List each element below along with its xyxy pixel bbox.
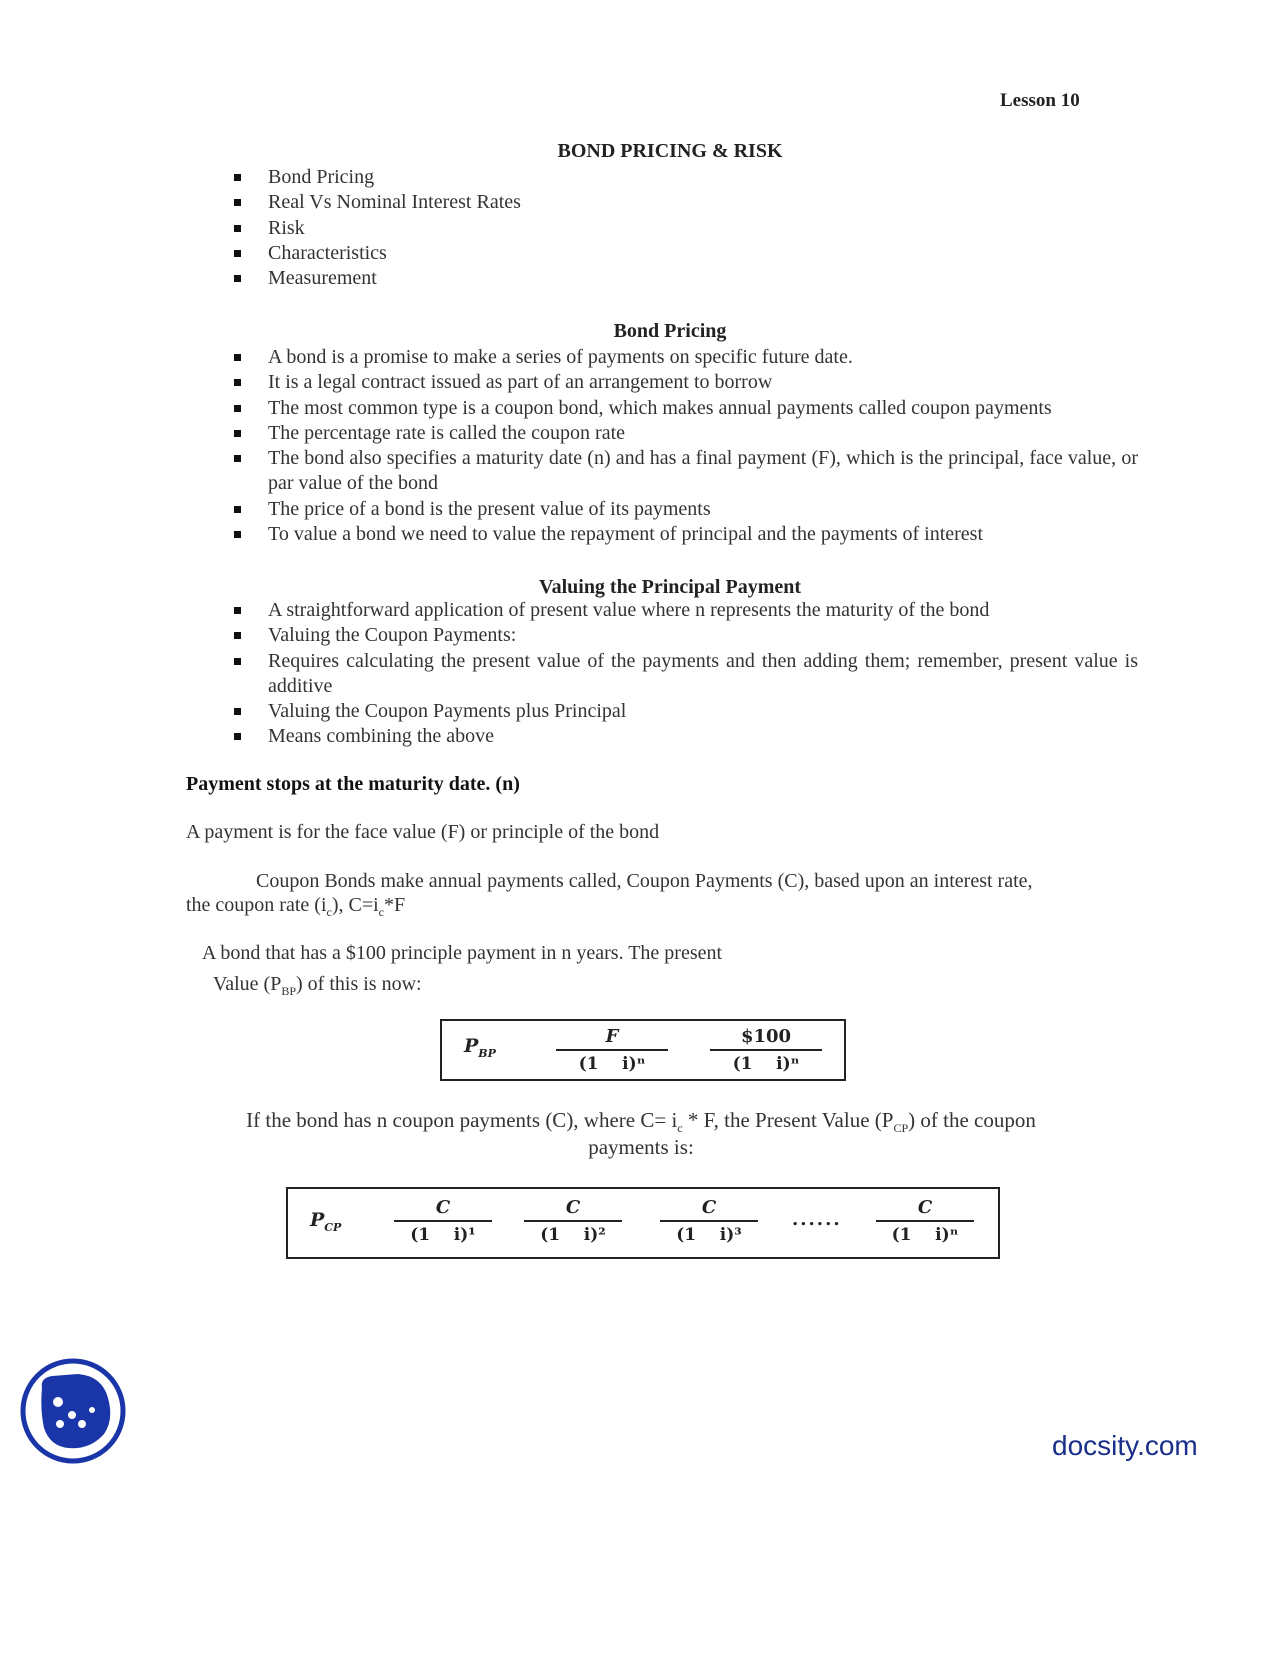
list-item: Valuing the Coupon Payments plus Principal xyxy=(230,699,1138,724)
list-item: Valuing the Coupon Payments: xyxy=(230,623,1138,648)
fraction-100-dollars: $100 (1 i)ⁿ xyxy=(710,1026,822,1075)
coupon-pv-line2: payments is: xyxy=(588,1135,694,1159)
page-title: BOND PRICING & RISK xyxy=(557,140,783,162)
list-item: To value a bond we need to value the repayment of principal and the payments of interest xyxy=(230,522,1138,547)
lesson-label: Lesson 10 xyxy=(1000,90,1080,111)
list-item: Real Vs Nominal Interest Rates xyxy=(230,190,521,215)
list-item: It is a legal contract issued as part of an arrangement to borrow xyxy=(230,370,1138,395)
list-item: A straightforward application of present value where n represents the maturity of the bond xyxy=(230,598,1138,623)
section-heading-principal: Valuing the Principal Payment xyxy=(538,576,802,598)
coupon-paragraph-line1: Coupon Bonds make annual payments called, Coupon Payments (C), based upon an interest rate, xyxy=(256,870,1033,892)
equation-lhs: $P_{BP}$ xyxy=(464,1035,496,1060)
list-item: A bond is a promise to make a series of payments on specific future date. xyxy=(230,345,1138,370)
fraction-term-n: C (1 i)ⁿ xyxy=(876,1197,974,1246)
intro-bullet-list xyxy=(230,165,521,291)
list-item: The percentage rate is called the coupon rate xyxy=(230,421,1138,446)
equation-principal-value xyxy=(440,1019,846,1081)
coupon-paragraph-line2: the coupon rate $(i_c)$, $C=i_c*F$ xyxy=(186,894,406,919)
fraction-face-value: F (1 i)ⁿ xyxy=(556,1026,668,1075)
bond-paragraph-line2: Value $(P_{BP})$ of this is now: xyxy=(213,973,422,998)
list-item: Means combining the above xyxy=(230,724,1138,749)
equation-coupon-value xyxy=(286,1187,1000,1259)
list-item: Risk xyxy=(230,216,521,241)
payment-stops-heading: Payment stops at the maturity date. (n) xyxy=(186,773,520,795)
list-item: The most common type is a coupon bond, which makes annual payments called coupon payments xyxy=(230,396,1138,421)
coupon-pv-line1: If the bond has n coupon payments (C), where $C= i_c * F$, the Present Value $(P_{CP})$ of the coupon xyxy=(246,1108,1036,1136)
docsity-logo-icon xyxy=(20,1358,126,1464)
list-item: Bond Pricing xyxy=(230,165,521,190)
list-item: Measurement xyxy=(230,266,521,291)
docsity-brand-link[interactable]: docsity.com xyxy=(1052,1430,1198,1461)
bond-pricing-bullet-list xyxy=(230,345,1138,547)
ellipsis: ...... xyxy=(792,1209,842,1230)
list-item: The price of a bond is the present value of its payments xyxy=(230,497,1138,522)
principal-bullet-list xyxy=(230,598,1138,750)
list-item: The bond also specifies a maturity date (n) and has a final payment (F), which is the principal, face value, or par value of the bond xyxy=(230,446,1138,497)
face-value-paragraph: A payment is for the face value (F) or principle of the bond xyxy=(186,821,660,843)
bond-paragraph-line1: A bond that has a $100 principle payment in n years. The present xyxy=(202,942,723,964)
list-item: Requires calculating the present value of the payments and then adding them; remember, present value is additive xyxy=(230,649,1138,700)
equation-lhs: $P_{CP}$ xyxy=(310,1209,342,1234)
fraction-term-3: C (1 i)³ xyxy=(660,1197,758,1246)
section-heading-bond-pricing: Bond Pricing xyxy=(613,320,727,342)
fraction-term-1: C (1 i)¹ xyxy=(394,1197,492,1246)
list-item: Characteristics xyxy=(230,241,521,266)
fraction-term-2: C (1 i)² xyxy=(524,1197,622,1246)
